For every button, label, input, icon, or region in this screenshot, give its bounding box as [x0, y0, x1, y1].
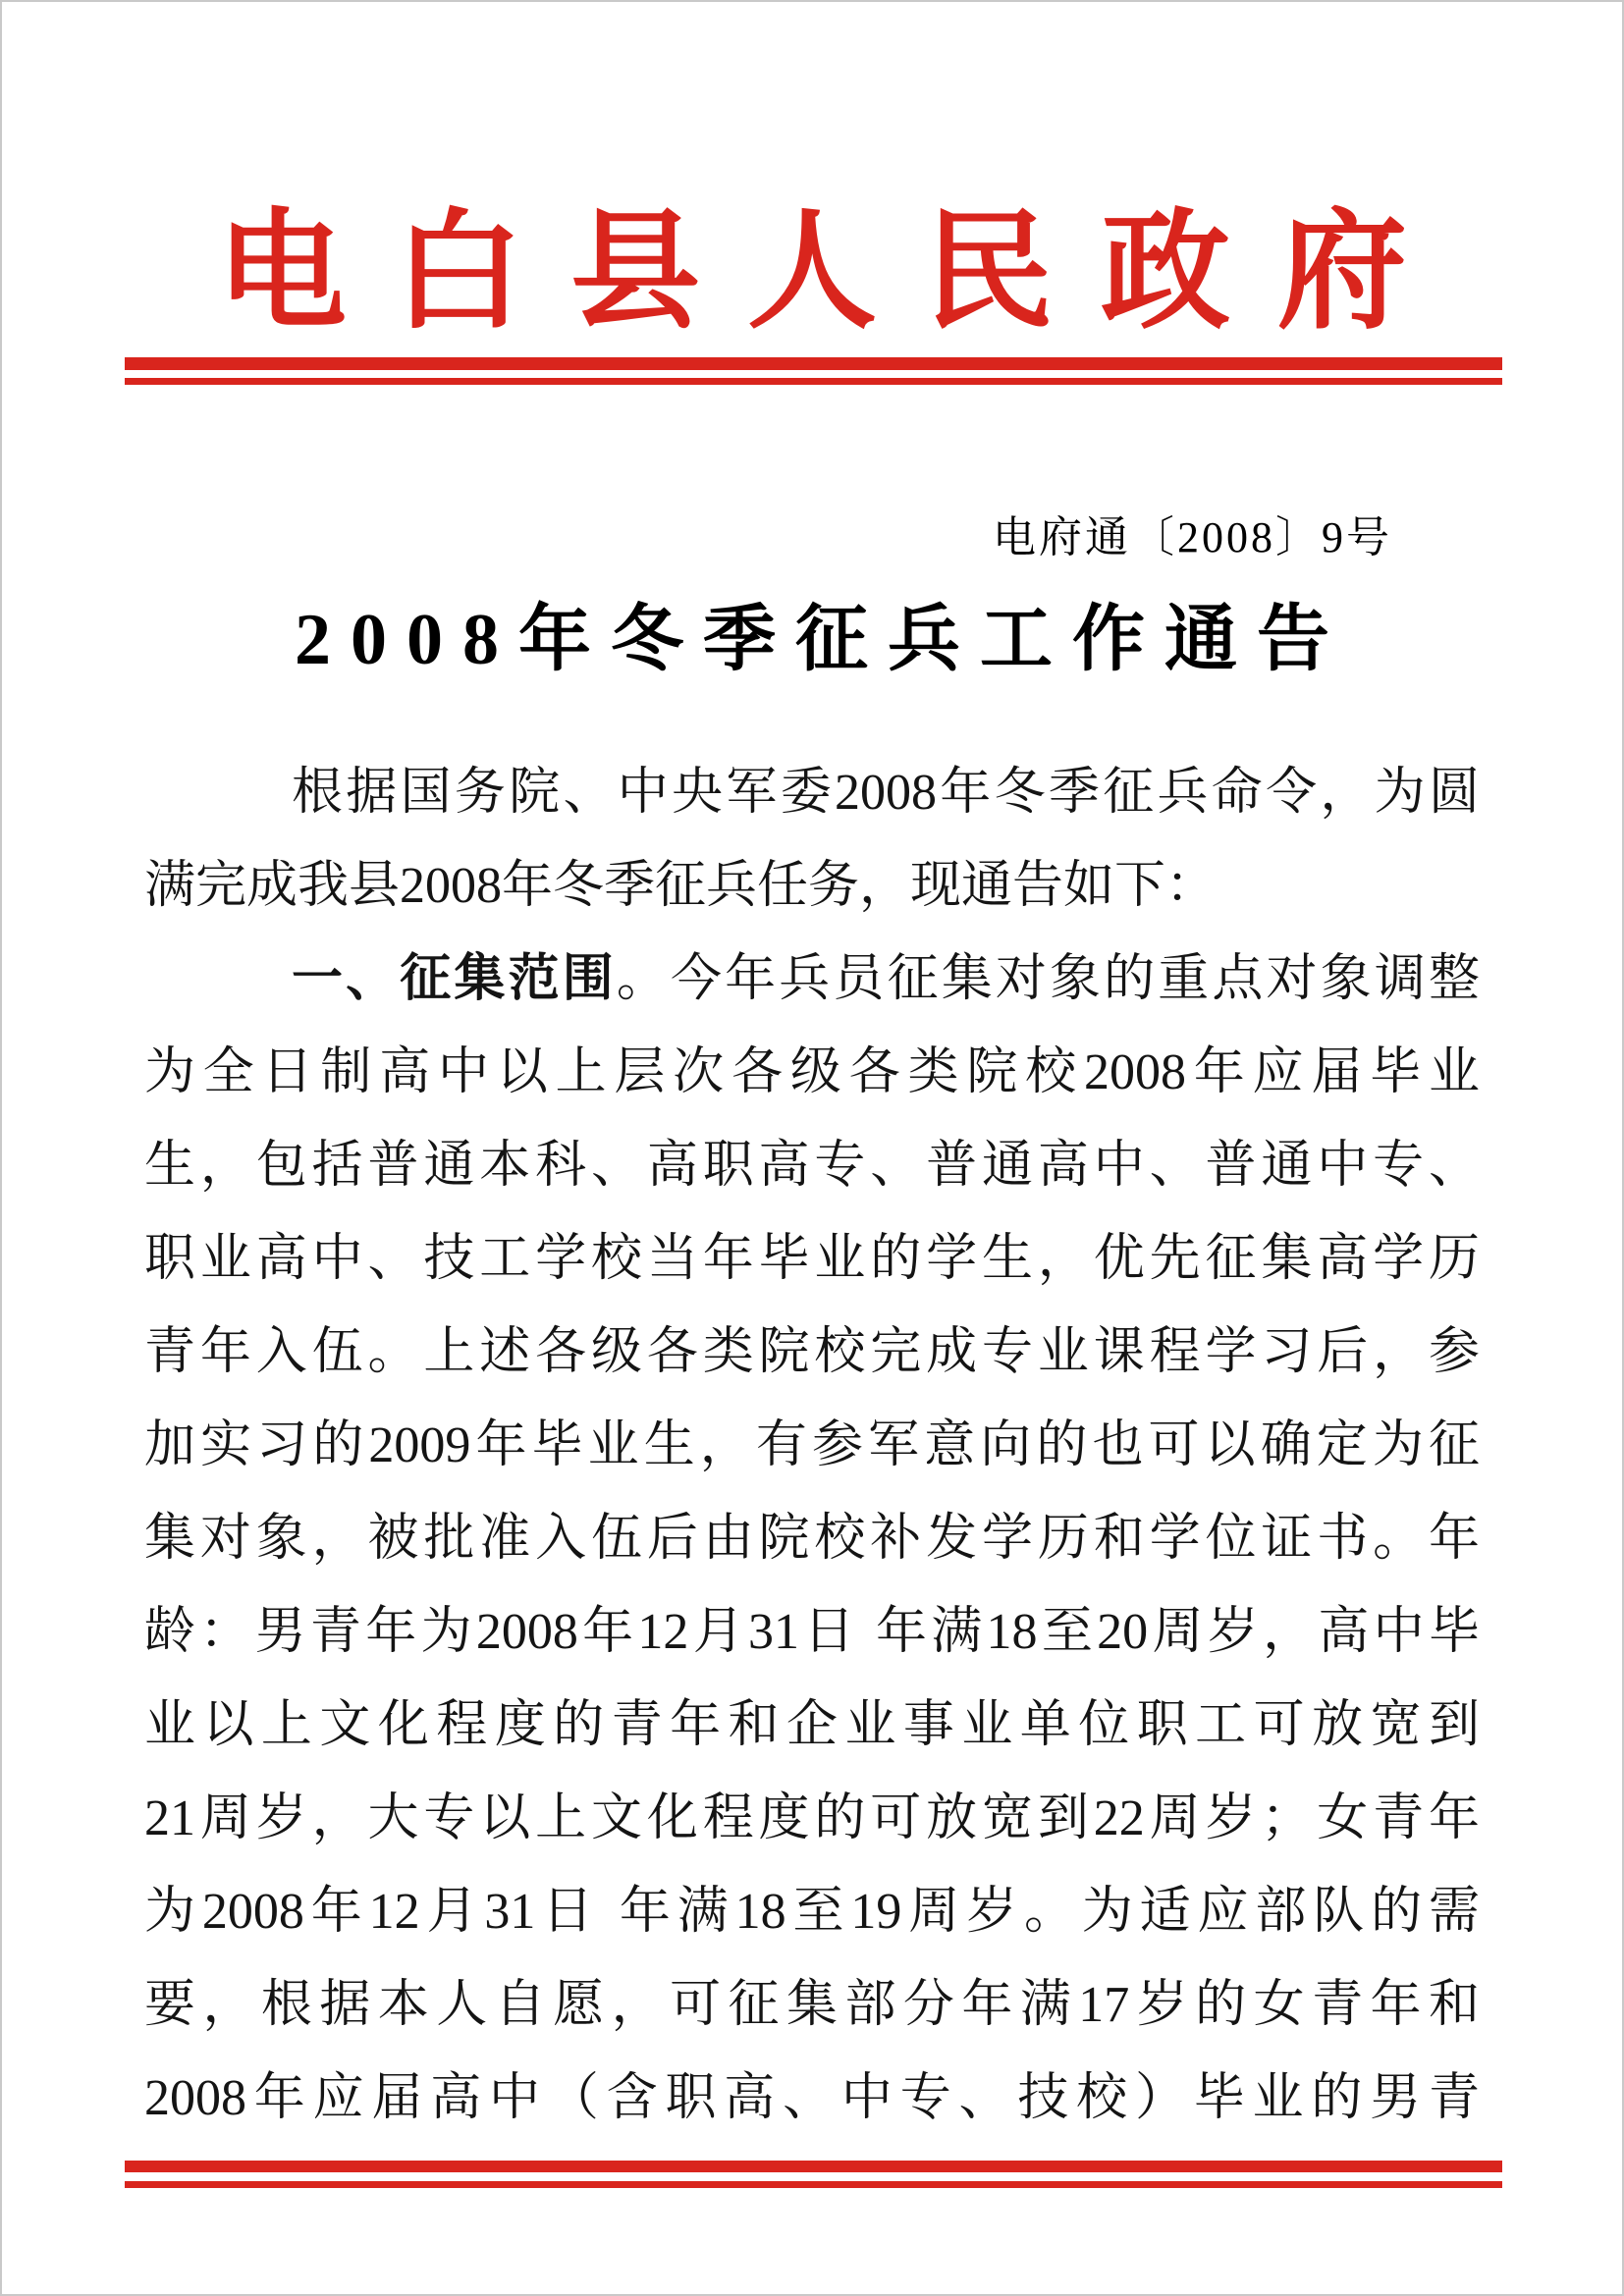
body-line	[144, 2052, 1480, 2145]
body-line	[144, 1212, 1480, 1306]
document-title: 2008年冬季征兵工作通告	[295, 600, 1349, 680]
body-line	[144, 1679, 1480, 1772]
government-header-title: 电白县人民政府	[217, 200, 1454, 345]
body-segment: 21周岁，大专以上文化程度的可放宽到22周岁；女青年	[144, 1790, 1480, 1846]
body-line	[144, 1585, 1480, 1679]
body-segment: 为全日制高中以上层次各级各类院校2008年应届毕业	[144, 1044, 1480, 1100]
footer-divider-thick	[125, 2161, 1502, 2172]
body-line	[144, 1865, 1480, 1958]
body-line	[144, 933, 1480, 1026]
body-segment: 满完成我县2008年冬季征兵任务，现通告如下：	[144, 858, 1218, 914]
document-number: 电府通〔2008〕9号	[993, 513, 1392, 561]
body-segment: 青年入伍。上述各级各类院校完成专业课程学习后，参	[144, 1324, 1480, 1380]
body-segment: 。今年兵员征集对象的重点对象调整	[616, 951, 1480, 1007]
body-line	[144, 1306, 1480, 1399]
body-segment: 根据国务院、中央军委2008年冬季征兵命令，为圆	[292, 765, 1480, 821]
body-segment: 集对象，被批准入伍后由院校补发学历和学位证书。年	[144, 1511, 1480, 1567]
body-segment: 职业高中、技工学校当年毕业的学生，优先征集高学历	[144, 1231, 1480, 1287]
body-segment: 龄：男青年为2008年12月31日 年满18至20周岁，高中毕	[144, 1604, 1480, 1660]
body-line	[144, 839, 1480, 933]
body-line	[144, 1772, 1480, 1865]
body-line	[144, 746, 1480, 839]
body-segment: 生，包括普通本科、高职高专、普通高中、普通中专、	[144, 1138, 1480, 1194]
body-line	[144, 1119, 1480, 1212]
body-line	[144, 1026, 1480, 1119]
body-lines	[144, 746, 1480, 2145]
body-line	[144, 1399, 1480, 1492]
header-divider-thick	[125, 357, 1502, 370]
body-line	[144, 1958, 1480, 2052]
body-segment: 要，根据本人自愿，可征集部分年满17岁的女青年和	[144, 1977, 1480, 2033]
body-segment: 业以上文化程度的青年和企业事业单位职工可放宽到	[144, 1697, 1480, 1753]
body-segment: 2008年应届高中（含职高、中专、技校）毕业的男青	[144, 2070, 1480, 2126]
header-divider-thin	[125, 378, 1502, 385]
body-segment-bold: 一、征集范围	[292, 951, 617, 1007]
body-segment: 为2008年12月31日 年满18至19周岁。为适应部队的需	[144, 1884, 1480, 1940]
body-line	[144, 1492, 1480, 1585]
body-segment: 加实习的2009年毕业生，有参军意向的也可以确定为征	[144, 1417, 1480, 1473]
footer-divider-thin	[125, 2181, 1502, 2188]
